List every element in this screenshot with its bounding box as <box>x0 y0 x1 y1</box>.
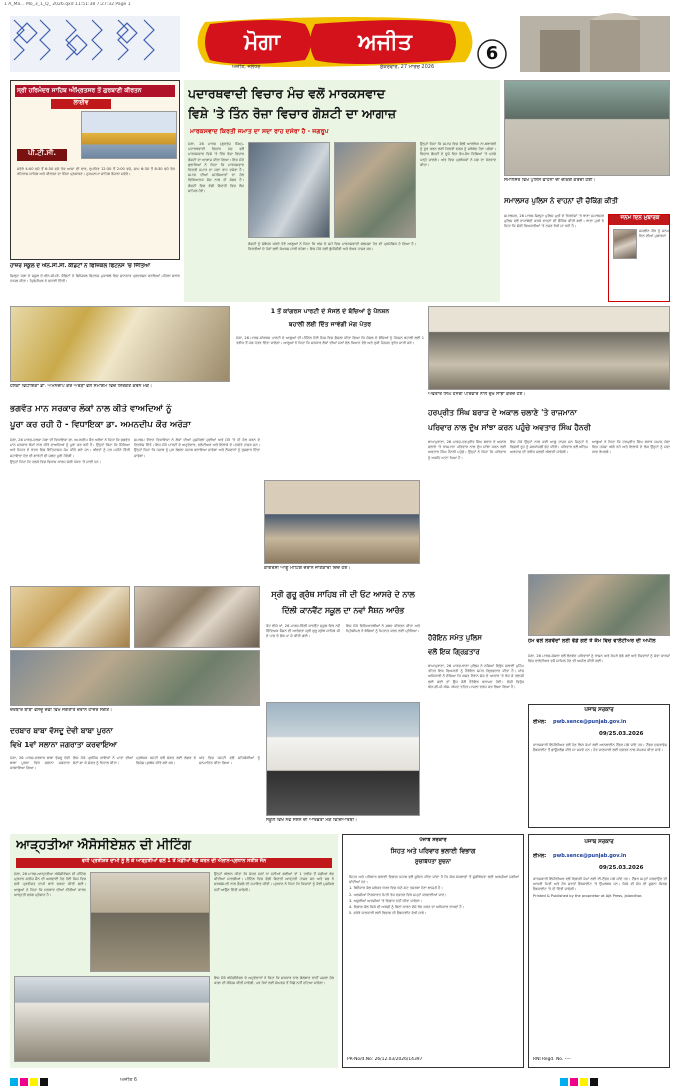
school-photo <box>266 702 420 816</box>
pension-meeting-photo <box>264 480 420 564</box>
home-distribution-photo <box>528 574 670 636</box>
ptc-live-tag: ਲਾਈਵ <box>51 99 111 109</box>
ncc-body: ਜ਼ਿਲ੍ਹਾ ਮੋਗਾ ਦੇ ਸਕੂਲ ਦੇ ਐੱਨ.ਸੀ.ਸੀ. ਕੈਡਿਟਾਂ ਨੇ ਫਿਜ਼ਿਕਲ ਫਿਟਨਸ ਮੁਕਾਬਲੇ ਵਿਚ ਸ਼ਾਨਦਾਰ ਪ੍ਰਦਰਸ਼ਨ ਕਰਦਿਆਂ ਪਹਿਲਾ ਸਥਾਨ ਹਾਸਲ ਕੀਤਾ। ਪ੍ਰਿੰਸੀਪਲ ਨੇ ਵਧਾਈ ਦਿੱਤੀ। <box>10 274 180 284</box>
tender1-title: ਪੰਜਾਬ ਸਰਕਾਰ <box>584 707 614 713</box>
right-meeting-photo <box>428 306 670 390</box>
right2-body-3: ਆਗੂਆਂ ਨੇ ਕਿਹਾ ਕਿ ਹਰਪ੍ਰੀਤ ਸਿੰਘ ਬਰਾੜ ਸਮਾਜ ਸੇਵਾ ਵਿਚ ਹਮੇਸ਼ਾ ਅੱਗੇ ਰਹੇ ਅਤੇ ਇਲਾਕੇ ਦੇ ਲੋਕ ਉਨ੍ਹਾਂ ਨੂੰ ਸਦਾ ਯਾਦ ਰੱਖਣਗੇ। <box>592 440 670 455</box>
mid-body: ਮੋਗਾ, 26 ਮਾਰਚ-ਕਾਂਗਰਸ ਪਾਰਟੀ ਦੇ ਆਗੂਆਂ ਦੀ ਮੀਟਿੰਗ ਹੋਈ ਜਿਸ ਵਿਚ ਫ਼ੈਸਲਾ ਕੀਤਾ ਗਿਆ ਕਿ ਸੋਸਲ ਦੇ ਬੱਚਿਆਂ ਨੂੰ ਪੈਨਸ਼ਨ ਬਹਾਲੀ ਲਈ 1 ਤਰੀਕ ਤੋਂ ਮੰਗ ਪੱਤਰ ਦਿੱਤਾ ਜਾਵੇਗਾ। ਆਗੂਆਂ ਨੇ ਕਿਹਾ ਕਿ ਸਰਕਾਰ ਲੋਕਾਂ ਦੀਆਂ ਮੰਗਾਂ ਵੱਲ ਧਿਆਨ ਦੇਵੇ ਅਤੇ ਰੁਕੀ ਪੈਨਸ਼ਨ ਤੁਰੰਤ ਜਾਰੀ ਕਰੇ। <box>236 336 424 346</box>
bottom-subhead: ਵਧੀ ਪ੍ਰਤੀਸ਼ਤ ਦਾਮੀ ਨੂੰ ਲੈ ਕੇ ਆੜ੍ਹਤੀਆਂ ਵਲੋਂ 1 ਤੋਂ ਮੰਡੀਆਂ ਬੰਦ ਕਰਨ ਦੀ ਐਲਾਨ-ਪ੍ਰਧਾਨ ਸਤੀਸ਼ ਜੈਨ <box>16 858 332 868</box>
right2-body-1: ਬਾਘਾਪੁਰਾਣਾ, 26 ਮਾਰਚ-ਹਰਪ੍ਰੀਤ ਸਿੰਘ ਬਰਾੜ ਦੇ ਅਕਾਲ ਚਲਾਣੇ 'ਤੇ ਰਾਜਮਾਨਾ ਪਰਿਵਾਰ ਨਾਲ ਦੁੱਖ ਸਾਂਝਾ ਕਰਨ ਲਈ ਅਵਤਾਰ ਸਿੰਘ ਹੈਨਰੀ ਪਹੁੰਚੇ। ਉਨ੍ਹਾਂ ਨੇ ਕਿਹਾ ਕਿ ਪਰਿਵਾਰ ਨੂੰ ਅਸਹਿ ਘਾਟਾ ਪਿਆ ਹੈ। <box>428 440 506 460</box>
birthday-title: ਜਨਮ ਦਿਨ ਮੁਬਾਰਕ <box>609 215 670 225</box>
lead-headline-1: ਪਦਾਰਥਵਾਦੀ ਵਿਚਾਰ ਮੰਚ ਵਲੋਂ ਮਾਰਕਸਵਾਦ <box>188 86 386 101</box>
police-check-caption: ਸਮਾਲਸਰ ਵਿਖੇ ਪੁਲਿਸ ਵਾਹਨਾਂ ਦੀ ਚੈਕਿੰਗ ਕਰਦੀ ਹੋਈ। <box>504 178 596 183</box>
color-bars <box>0 1075 677 1088</box>
birthday-text: ਜਸਲੀਨ ਕੌਰ ਨੂੰ ਜਨਮ ਦਿਨ ਦੀਆਂ ਮੁਬਾਰਕਾਂ <box>639 229 669 239</box>
left-event-photo <box>10 306 230 382</box>
ptc-body: ਸਵੇਰੇ 4:00 ਵਜੇ ਤੋਂ 6:30 ਵਜੇ ਤੱਕ ਆਸਾ ਦੀ ਵਾਰ, ਦੁਪਹਿਰ 12:30 ਤੋਂ 2:00 ਵਜੇ, ਸ਼ਾਮ 6:30 ਤੋਂ 8:30 ਵਜੇ ਤੱਕ ਰਹਿਰਾਸ ਸਾਹਿਬ ਅਤੇ ਕੀਰਤਨ ਦਾ ਸਿੱਧਾ ਪ੍ਰਸਾਰਣ। ਹੁਕਮਨਾਮਾ ਸਾਹਿਬ ਰੋਜ਼ਾਨਾ ਸਵੇਰੇ। <box>17 167 175 177</box>
bottom-photo-2 <box>14 976 210 1062</box>
jagrata-caption: ਦਰਬਾਰ ਬਾਬਾ ਵੱਸਦੂ ਦੇਵੀ ਵਿਖੇ ਜਗਰਾਤੇ ਦੌਰਾਨ ਹਾਜ਼ਰ ਸੰਗਤ। <box>10 708 113 713</box>
left-event-caption: ਹਲਕਾ ਵਿਧਾਇਕਾ ਡਾ. ਅਮਨਦੀਪ ਕੌਰ ਅਰੋੜਾ ਵਲੋਂ ਸਮਾਗਮ ਵਿਚ ਸ਼ਿਰਕਤ ਕਰਨ ਮੌਕੇ। <box>10 384 153 389</box>
golden-temple-photo <box>81 111 177 159</box>
police-check-photo <box>504 80 670 176</box>
right-meeting-caption: ਅਵਤਾਰ ਸਿੰਘ ਹੈਨਰੀ ਪਰਿਵਾਰ ਨਾਲ ਦੁੱਖ ਸਾਂਝਾ ਕਰਦੇ ਹੋਏ। <box>428 392 526 397</box>
health-body: ਸਿਹਤ ਅਤੇ ਪਰਿਵਾਰ ਭਲਾਈ ਵਿਭਾਗ ਪੰਜਾਬ ਵਲੋਂ ਸੂਚਿਤ ਕੀਤਾ ਜਾਂਦਾ ਹੈ ਕਿ ਯੋਗ ਸੰਸਥਾਵਾਂ ਤੋਂ ਸੂਚੀਬੱਧਤਾ ਲਈ ਅਰਜ਼ੀਆਂ ਮੰਗੀਆਂ ਜਾਂਦੀਆਂ ਹਨ। 1. ਬਿਨੈਕਾਰ ਕੋਲ ਸਬੰਧਤ ਖੇਤਰ ਵਿਚ ਘੱਟੋ-ਘੱਟ ਤਜਰਬਾ ਹੋਣਾ ਲਾਜ਼ਮੀ ਹੈ। 2. ਅਰਜ਼ੀਆਂ ਨਿਰਧਾਰਤ ਮਿਤੀ ਤੱਕ ਦਫ਼ਤਰ ਵਿਖੇ ਜਮ੍ਹਾਂ ਕਰਵਾਈਆਂ ਜਾਣ। 3. ਅਧੂਰੀਆਂ ਅਰਜ਼ੀਆਂ 'ਤੇ ਵਿਚਾਰ ਨਹੀਂ ਕੀਤਾ ਜਾਵੇਗਾ। 4. ਵਿਭਾਗ ਕੋਲ ਕਿਸੇ ਵੀ ਅਰਜ਼ੀ ਨੂੰ ਬਿਨਾਂ ਕਾਰਨ ਦੱਸੇ ਰੱਦ ਕਰਨ ਦਾ ਅਧਿਕਾਰ ਰਾਖਵਾਂ ਹੈ। 5. ਵਧੇਰੇ ਜਾਣਕਾਰੀ ਲਈ ਵਿਭਾਗ ਦੀ ਵੈਬਸਾਈਟ ਵੇਖੀ ਜਾਵੇ। <box>349 875 519 916</box>
masthead-date: ਸ਼ੁੱਕਰਵਾਰ, 27 ਮਾਰਚ 2026 <box>380 64 435 70</box>
health-footer: PR-No/d.No: 26/12.03/2026/14397 <box>347 1057 423 1062</box>
ptc-title: ਸ੍ਰੀ ਹਰਿਮੰਦਰ ਸਾਹਿਬ ਅੰਮ੍ਰਿਤਸਰ ਤੋਂ ਗੁਰਬਾਣੀ ਕੀਰਤਨ <box>15 85 175 97</box>
lead-col-3: ਉਨ੍ਹਾਂ ਕਿਹਾ ਕਿ ਸਮਾਜ ਵਿਚ ਫੈਲੀ ਆਰਥਿਕ ਨਾ-ਬਰਾਬਰੀ ਨੂੰ ਦੂਰ ਕਰਨ ਲਈ ਕਿਰਤੀ ਵਰਗ ਨੂੰ ਜਥੇਬੰਦ ਹੋਣਾ ਪਵੇਗਾ। ਵਿਚਾਰ ਗੋਸ਼ਟੀ ਦੇ ਦੂਜੇ ਦਿਨ ਵੱਖ-ਵੱਖ ਵਿਸ਼ਿਆਂ 'ਤੇ ਪਰਚੇ ਪੜ੍ਹੇ ਜਾਣਗੇ। ਅੰਤ ਵਿਚ ਪ੍ਰਬੰਧਕਾਂ ਨੇ ਸਭ ਦਾ ਧੰਨਵਾਦ ਕੀਤਾ। <box>420 142 496 167</box>
tender2-body: ਕਾਰਜਕਾਰੀ ਇੰਜੀਨੀਅਰ ਵਲੋਂ ਵਿਭਾਗੀ ਕੰਮਾਂ ਲਈ ਈ-ਟੈਂਡਰ ਮੰਗੇ ਜਾਂਦੇ ਹਨ। ਟੈਂਡਰ ਜਮ੍ਹਾਂ ਕਰਵਾਉਣ ਦੀ ਆਖਰੀ ਮਿਤੀ ਅਤੇ ਹੋਰ ਸ਼ਰਤਾਂ ਵੈਬਸਾਈਟ 'ਤੇ ਉਪਲਬਧ ਹਨ। ਕਿਸੇ ਵੀ ਸੋਧ ਦੀ ਸੂਚਨਾ ਸਿਰਫ਼ ਵੈਬਸਾਈਟ 'ਤੇ ਹੀ ਦਿੱਤੀ ਜਾਵੇਗੀ। Printed & Published by the proprietor at Ajit Press, Jalandhar. <box>533 877 667 898</box>
darbar-headline-1: ਦਰਬਾਰ ਬਾਬਾ ਵੱਸਦੂ ਦੇਵੀ ਬਾਬਾ ਪੂਰਨਾ <box>10 726 113 735</box>
bottom-strip <box>0 1074 677 1088</box>
tender-notice-2 <box>528 834 670 1068</box>
masthead <box>0 12 677 76</box>
jagrata-photo-3 <box>10 650 260 706</box>
bottom-lead <box>10 834 338 1068</box>
lead-headline-2: ਵਿਸ਼ੇ 'ਤੇ ਤਿੰਨ ਰੋਜ਼ਾ ਵਿਚਾਰ ਗੋਸ਼ਟੀ ਦਾ ਆਗਾਜ਼ <box>188 106 397 121</box>
bottom-strip-text: ਅਜੀਤ 6 <box>120 1077 138 1083</box>
tender-notice-1 <box>528 704 670 828</box>
health-sub: ਸੂਚੀਬੱਧਤਾ ਸੂਚਨਾ <box>415 859 451 865</box>
health-top: ਪੰਜਾਬ ਸਰਕਾਰ <box>419 837 447 843</box>
bottom-body-3: ਇਸ ਮੌਕੇ ਐਸੋਸੀਏਸ਼ਨ ਦੇ ਅਹੁਦੇਦਾਰਾਂ ਨੇ ਕਿਹਾ ਕਿ ਸਰਕਾਰ ਨਾਲ ਗੱਲਬਾਤ ਰਾਹੀਂ ਮਸਲਾ ਹੱਲ ਕਰਨ ਦੀ ਕੋਸ਼ਿਸ਼ ਕੀਤੀ ਜਾਵੇਗੀ, ਪਰ ਹੱਕਾਂ ਲਈ ਸੰਘਰਸ਼ ਤੋਂ ਪਿੱਛੇ ਨਹੀਂ ਹਟਿਆ ਜਾਵੇਗਾ। <box>214 976 334 986</box>
left2-headline-1: ਭਗਵੰਤ ਮਾਨ ਸਰਕਾਰ ਲੋਕਾਂ ਨਾਲ ਕੀਤੇ ਵਾਅਦਿਆਂ ਨੂੰ <box>10 404 172 414</box>
darbar-headline-2: ਵਿਖੇ 1ਵਾਂ ਸਲਾਨਾ ਜਗਰਾਤਾ ਕਰਵਾਇਆ <box>10 740 117 749</box>
bottom-body-2: ਉਨ੍ਹਾਂ ਐਲਾਨ ਕੀਤਾ ਕਿ ਜੇਕਰ ਮੰਗਾਂ ਨਾ ਮੰਨੀਆਂ ਗਈਆਂ ਤਾਂ 1 ਤਰੀਕ ਤੋਂ ਮੰਡੀਆਂ ਬੰਦ ਕੀਤੀਆਂ ਜਾਣਗੀਆਂ। ਮੀਟਿੰਗ ਵਿਚ ਵੱਡੀ ਗਿਣਤੀ ਆੜ੍ਹਤੀ ਹਾਜ਼ਰ ਸਨ ਅਤੇ ਸਭ ਨੇ ਸਰਬਸੰਮਤੀ ਨਾਲ ਫ਼ੈਸਲੇ ਦੀ ਹਮਾਇਤ ਕੀਤੀ। ਪ੍ਰਧਾਨ ਨੇ ਕਿਹਾ ਕਿ ਕਿਸਾਨਾਂ ਨੂੰ ਕੋਈ ਮੁਸ਼ਕਿਲ ਨਹੀਂ ਆਉਣ ਦਿੱਤੀ ਜਾਵੇਗੀ। <box>214 872 334 892</box>
bottom-photo-1 <box>90 872 210 972</box>
mid-headline-2: ਬਹਾਲੀ ਲਈ ਦਿੱਤ ਜਾਵੇਗੀ ਮੰਗ ਪੱਤਰ <box>288 321 372 328</box>
school-headline-1: ਸ੍ਰੀ ਗੁਰੂ ਗ੍ਰੰਥ ਸਾਹਿਬ ਜੀ ਦੀ ਓਟ ਆਸਰੇ ਦੇ ਨਾਲ <box>271 590 415 599</box>
left2-body-1: ਮੋਗਾ, 26 ਮਾਰਚ-ਹਲਕਾ ਮੋਗਾ ਦੀ ਵਿਧਾਇਕਾ ਡਾ. ਅਮਨਦੀਪ ਕੌਰ ਅਰੋੜਾ ਨੇ ਕਿਹਾ ਕਿ ਭਗਵੰਤ ਮਾਨ ਸਰਕਾਰ ਲੋਕਾਂ ਨਾਲ ਕੀਤੇ ਵਾਅਦਿਆਂ ਨੂੰ ਪੂਰਾ ਕਰ ਰਹੀ ਹੈ। ਉਨ੍ਹਾਂ ਕਿਹਾ ਕਿ ਸਿੱਖਿਆ ਅਤੇ ਸਿਹਤ ਦੇ ਖੇਤਰ ਵਿਚ ਇਤਿਹਾਸਕ ਕੰਮ ਕੀਤੇ ਗਏ ਹਨ। ਔਰਤਾਂ ਨੂੰ ਹਰ ਮਹੀਨੇ ਵਿੱਤੀ ਸਹਾਇਤਾ ਦੇਣ ਦੀ ਗਾਰੰਟੀ ਵੀ ਜਲਦ ਪੂਰੀ ਹੋਵੇਗੀ। ਉਨ੍ਹਾਂ ਕਿਹਾ ਕਿ ਹਲਕੇ ਵਿਚ ਵਿਕਾਸ ਕਾਰਜ ਜੰਗੀ ਪੱਧਰ 'ਤੇ ਜਾਰੀ ਹਨ। <box>10 438 130 464</box>
ptc-channel: ਪੀ.ਟੀ.ਸੀ. <box>17 149 67 161</box>
tender2-title: ਪੰਜਾਬ ਸਰਕਾਰ <box>584 839 614 845</box>
police-headline-1: ਹੈਰੋਇਨ ਸਮੇਤ ਪੁਲਿਸ <box>428 634 482 642</box>
health-title: ਸਿਹਤ ਅਤੇ ਪਰਿਵਾਰ ਭਲਾਈ ਵਿਭਾਗ <box>390 847 476 855</box>
right2-body-2: ਇਸ ਮੌਕੇ ਉਨ੍ਹਾਂ ਨਾਲ ਕਈ ਆਗੂ ਹਾਜ਼ਰ ਸਨ ਜਿਨ੍ਹਾਂ ਨੇ ਵਿਛੜੀ ਰੂਹ ਨੂੰ ਸ਼ਰਧਾਂਜਲੀ ਭੇਟ ਕੀਤੀ। ਪਰਿਵਾਰ ਵਲੋਂ ਅੰਤਿਮ ਅਰਦਾਸ ਦੀ ਤਰੀਕ ਜਲਦੀ ਐਲਾਨੀ ਜਾਵੇਗੀ। <box>510 440 588 455</box>
home-distribution-body: ਮੋਗਾ, 26 ਮਾਰਚ-ਸੰਸਥਾ ਵਲੋਂ ਲੋੜਵੰਦ ਪਰਿਵਾਰਾਂ ਨੂੰ ਰਾਸ਼ਨ ਅਤੇ ਕੱਪੜੇ ਵੰਡੇ ਗਏ ਅਤੇ ਨੌਜਵਾਨਾਂ ਨੂੰ ਸੇਵਾ ਕਾਰਜਾਂ ਵਿਚ ਵਾਲੰਟੀਅਰ ਵਜੋਂ ਸ਼ਾਮਿਲ ਹੋਣ ਦੀ ਅਪੀਲ ਕੀਤੀ ਗਈ। <box>528 654 670 664</box>
tender2-footer: RNI Regd. No. ---- <box>533 1057 571 1062</box>
lead-photo-1 <box>248 142 330 238</box>
masthead-paper: ਅਜੀਤ <box>358 30 412 55</box>
lead-col-1: ਮੋਗਾ, 26 ਮਾਰਚ (ਗੁਰਤੇਜ ਸਿੰਘ)-ਪਦਾਰਥਵਾਦੀ ਵਿਚਾਰ ਮੰਚ ਵਲੋਂ ਮਾਰਕਸਵਾਦ ਵਿਸ਼ੇ 'ਤੇ ਤਿੰਨ ਰੋਜ਼ਾ ਵਿਚਾਰ ਗੋਸ਼ਟੀ ਦਾ ਆਗਾਜ਼ ਕੀਤਾ ਗਿਆ। ਇਸ ਮੌਕੇ ਬੁਲਾਰਿਆਂ ਨੇ ਕਿਹਾ ਕਿ ਮਾਰਕਸਵਾਦ ਕਿਰਤੀ ਜਮਾਤ ਦਾ ਸਦਾ ਰਾਹ ਦਸੇਰਾ ਹੈ। ਸਮਾਜ ਦੀਆਂ ਸਮੱਸਿਆਵਾਂ ਦਾ ਹੱਲ ਵਿਗਿਆਨਕ ਸੋਚ ਨਾਲ ਹੀ ਸੰਭਵ ਹੈ। ਗੋਸ਼ਟੀ ਵਿਚ ਵੱਡੀ ਗਿਣਤੀ ਵਿਚ ਲੋਕ ਸ਼ਾਮਿਲ ਹੋਏ। <box>188 142 244 193</box>
tender2-date: 09/25.03.2026 <box>599 865 644 871</box>
tender1-email: pwb.sence@punjab.gov.in <box>553 719 627 725</box>
health-dept-notice <box>342 834 524 1068</box>
page-number: 6 <box>485 43 499 64</box>
bottom-body-1: ਮੋਗਾ, 26 ਮਾਰਚ-ਆੜ੍ਹਤੀਆ ਐਸੋਸੀਏਸ਼ਨ ਦੀ ਮੀਟਿੰਗ ਪ੍ਰਧਾਨ ਸਤੀਸ਼ ਜੈਨ ਦੀ ਅਗਵਾਈ ਹੇਠ ਹੋਈ ਜਿਸ ਵਿਚ ਵਧੀ ਪ੍ਰਤੀਸ਼ਤ ਦਾਮੀ ਬਾਰੇ ਚਰਚਾ ਕੀਤੀ ਗਈ। ਆਗੂਆਂ ਨੇ ਕਿਹਾ ਕਿ ਸਰਕਾਰ ਦੀਆਂ ਨੀਤੀਆਂ ਕਾਰਨ ਆੜ੍ਹਤੀ ਵਰਗ ਪ੍ਰੇਸ਼ਾਨ ਹੈ। <box>14 872 86 897</box>
mid-headline-1: 1 ਤੋਂ ਕਾਂਗਰਸ ਪਾਰਟੀ ਦੇ ਸੋਸਲ ਦੇ ਬੱਚਿਆਂ ਨੂੰ ਪੈਨਸ਼ਨ <box>270 308 390 315</box>
school-body-1: ਕੋਟ ਈਸੇ ਖਾਂ, 26 ਮਾਰਚ-ਦਿੱਲੀ ਕਾਨਵੈਂਟ ਸਕੂਲ ਵਿਖੇ ਨਵੇਂ ਵਿੱਦਿਅਕ ਸੈਸ਼ਨ ਦੀ ਆਰੰਭਤਾ ਸ੍ਰੀ ਗੁਰੂ ਗ੍ਰੰਥ ਸਾਹਿਬ ਜੀ ਦੇ ਪਾਠ ਦੇ ਭੋਗ ਪਾ ਕੇ ਕੀਤੀ ਗਈ। <box>266 624 340 639</box>
left2-headline-2: ਪੂਰਾ ਕਰ ਰਹੀ ਹੈ - ਵਿਧਾਇਕਾ ਡਾ. ਅਮਨਦੀਪ ਕੌਰ ਅਰੋੜਾ <box>10 420 191 430</box>
right2-headline-1: ਹਰਪ੍ਰੀਤ ਸਿੰਘ ਬਰਾੜ ਦੇ ਅਕਾਲ ਚਲਾਣੇ 'ਤੇ ਰਾਜਮਾਨਾ <box>428 408 577 417</box>
right2-headline-2: ਪਰਿਵਾਰ ਨਾਲ ਦੁੱਖ ਸਾਂਝਾ ਕਰਨ ਪਹੁੰਚੇ ਅਵਤਾਰ ਸਿੰਘ ਹੈਨਰੀ <box>428 423 591 432</box>
darbar-body-3: ਪ੍ਰਬੰਧਕ ਕਮੇਟੀ ਵਲੋਂ ਸੰਗਤ ਲਈ ਲੰਗਰ ਦੇ ਵਿਸ਼ੇਸ਼ ਪ੍ਰਬੰਧ ਕੀਤੇ ਗਏ ਸਨ। <box>136 756 196 766</box>
lead-col-2: ਗੋਸ਼ਟੀ ਨੂੰ ਸੰਬੋਧਨ ਕਰਦੇ ਹੋਏ ਆਗੂਆਂ ਨੇ ਕਿਹਾ ਕਿ ਅੱਜ ਦੇ ਸਮੇਂ ਵਿਚ ਮਾਰਕਸਵਾਦੀ ਫਲਸਫ਼ਾ ਹੋਰ ਵੀ ਪ੍ਰਸੰਗਿਕ ਹੋ ਗਿਆ ਹੈ। ਕਿਰਤੀਆਂ ਦੇ ਹੱਕਾਂ ਲਈ ਸੰਘਰਸ਼ ਜਾਰੀ ਰਹੇਗਾ। ਇਸ ਮੌਕੇ ਕਈ ਬੁੱਧੀਜੀਵੀ ਅਤੇ ਲੇਖਕ ਹਾਜ਼ਰ ਸਨ। <box>248 242 416 252</box>
masthead-city: ਮੋਗਾ <box>243 30 281 55</box>
tender1-date: 09/25.03.2026 <box>599 731 644 737</box>
masthead-subline-left: ਅਜੀਤ, ਜਲੰਧਰ <box>232 64 261 70</box>
ncc-headline: ਹਾਜ਼ਰ ਸਕੂਲ ਦੇ ਐੱਨ.ਸੀ.ਸੀ. ਕੈਡਿਟਾਂ ਨੇ ਫਿਜ਼ਿਕਲ ਫਿਟਨਸ 'ਚ ਜਿੱਤਿਆ <box>10 263 150 269</box>
darbar-body-1: ਮੋਗਾ, 26 ਮਾਰਚ-ਦਰਬਾਰ ਬਾਬਾ ਵੱਸਦੂ ਦੇਵੀ ਬਾਬਾ ਪੂਰਨਾ ਵਿਖੇ ਸਲਾਨਾ ਜਗਰਾਤਾ ਕਰਵਾਇਆ ਗਿਆ। <box>10 756 70 771</box>
tender1-body: ਕਾਰਜਕਾਰੀ ਇੰਜੀਨੀਅਰ ਵਲੋਂ ਹੇਠ ਲਿਖੇ ਕੰਮਾਂ ਲਈ ਆਨਲਾਈਨ ਟੈਂਡਰ ਮੰਗੇ ਜਾਂਦੇ ਹਨ। ਟੈਂਡਰ ਦਸਤਾਵੇਜ਼ ਵੈਬਸਾਈਟ ਤੋਂ ਡਾਊਨਲੋਡ ਕੀਤੇ ਜਾ ਸਕਦੇ ਹਨ। ਹੋਰ ਜਾਣਕਾਰੀ ਲਈ ਦਫ਼ਤਰ ਨਾਲ ਸੰਪਰਕ ਕੀਤਾ ਜਾਵੇ। <box>533 743 667 753</box>
lead-subhead: ਮਾਰਕਸਵਾਦ ਕਿਰਤੀ ਜਮਾਤ ਦਾ ਸਦਾ ਰਾਹ ਦਸੇਰਾ ਹੈ - ਜਗਰੂਪ <box>190 128 329 135</box>
left2-body-2: ਸਮਾਗਮ ਦੌਰਾਨ ਵਿਧਾਇਕਾ ਨੇ ਲੋਕਾਂ ਦੀਆਂ ਮੁਸ਼ਕਿਲਾਂ ਸੁਣੀਆਂ ਅਤੇ ਮੌਕੇ 'ਤੇ ਹੀ ਹੱਲ ਕਰਨ ਦੇ ਨਿਰਦੇਸ਼ ਦਿੱਤੇ। ਇਸ ਮੌਕੇ ਪਾਰਟੀ ਦੇ ਅਹੁਦੇਦਾਰ, ਵਲੰਟੀਅਰ ਅਤੇ ਇਲਾਕੇ ਦੇ ਪਤਵੰਤੇ ਹਾਜ਼ਰ ਸਨ। ਉਨ੍ਹਾਂ ਕਿਹਾ ਕਿ ਪੰਜਾਬ ਨੂੰ ਮੁੜ ਰੰਗਲਾ ਪੰਜਾਬ ਬਣਾਇਆ ਜਾਵੇਗਾ ਅਤੇ ਨੌਜਵਾਨਾਂ ਨੂੰ ਰੁਜ਼ਗਾਰ ਦਿੱਤਾ ਜਾਵੇਗਾ। <box>134 438 260 458</box>
ptc-advert <box>10 80 180 260</box>
jagrata-photo-2 <box>134 586 260 648</box>
police-check-body: ਸਮਾਲਸਰ, 26 ਮਾਰਚ-ਜ਼ਿਲ੍ਹਾ ਪੁਲਿਸ ਮੁਖੀ ਦੇ ਨਿਰਦੇਸ਼ਾਂ 'ਤੇ ਥਾਣਾ ਸਮਾਲਸਰ ਪੁਲਿਸ ਵਲੋਂ ਨਾਕਾਬੰਦੀ ਕਰਕੇ ਵਾਹਨਾਂ ਦੀ ਚੈਕਿੰਗ ਕੀਤੀ ਗਈ। ਥਾਣਾ ਮੁਖੀ ਨੇ ਕਿਹਾ ਕਿ ਸ਼ੱਕੀ ਵਿਅਕਤੀਆਂ 'ਤੇ ਨਜ਼ਰ ਰੱਖੀ ਜਾ ਰਹੀ ਹੈ। <box>504 214 604 229</box>
print-slug: 1 A_Ma... Mo_3_1_Q_ 2026.qxd 11:51:38 7:27:32 Page 1 <box>4 2 131 7</box>
police-check-headline: ਸਮਾਲਸਰ ਪੁਲਿਸ ਨੇ ਵਾਹਨਾਂ ਦੀ ਚੈਕਿੰਗ ਕੀਤੀ <box>504 197 619 205</box>
lead-photo-2 <box>334 142 416 238</box>
tender1-email-label: ਈਮੇਲ: <box>533 719 547 725</box>
home-distribution-headline: ਹੋਮ ਵਲੋਂ ਲੋੜਵੰਦਾਂ ਲਈ ਵੰਡੇ ਗਏ ਤੇ ਕੰਮ ਵਿਚ ਵਾਲੰਟੀਅਰ ਦੀ ਅਪੀਲ <box>528 638 656 644</box>
darbar-body-2: ਇਸ ਮੌਕੇ ਪ੍ਰਸਿੱਧ ਗਾਇਕਾਂ ਨੇ ਮਾਤਾ ਦੀਆਂ ਭੇਟਾਂ ਗਾ ਕੇ ਸੰਗਤ ਨੂੰ ਨਿਹਾਲ ਕੀਤਾ। <box>73 756 133 766</box>
lead-story <box>184 80 500 302</box>
jagrata-photo-1 <box>10 586 130 648</box>
school-headline-2: ਦਿੱਲੀ ਕਾਨਵੈਂਟ ਸਕੂਲ ਦਾ ਨਵਾਂ ਸੈਸ਼ਨ ਆਰੰਭ <box>281 606 405 615</box>
birthday-box <box>608 214 670 302</box>
tender2-email: pwb.sence@punjab.gov.in <box>553 853 627 859</box>
police-body: ਬਾਘਾਪੁਰਾਣਾ, 26 ਮਾਰਚ-ਥਾਣਾ ਪੁਲਿਸ ਨੇ ਨਸ਼ਿਆਂ ਵਿਰੁੱਧ ਚਲਾਈ ਮੁਹਿੰਮ ਤਹਿਤ ਇਕ ਵਿਅਕਤੀ ਨੂੰ ਹੈਰੋਇਨ ਸਮੇਤ ਗ੍ਰਿਫ਼ਤਾਰ ਕੀਤਾ ਹੈ। ਜਾਂਚ ਅਧਿਕਾਰੀ ਨੇ ਦੱਸਿਆ ਕਿ ਗਸ਼ਤ ਦੌਰਾਨ ਸ਼ੱਕ ਦੇ ਆਧਾਰ 'ਤੇ ਰੋਕ ਕੇ ਤਲਾਸ਼ੀ ਲਈ ਗਈ ਤਾਂ ਉਸ ਕੋਲੋਂ ਹੈਰੋਇਨ ਬਰਾਮਦ ਹੋਈ। ਦੋਸ਼ੀ ਵਿਰੁੱਧ ਐਨ.ਡੀ.ਪੀ.ਐਸ. ਐਕਟ ਤਹਿਤ ਮਾਮਲਾ ਦਰਜ ਕਰ ਲਿਆ ਗਿਆ ਹੈ। <box>428 664 524 689</box>
police-headline-2: ਵਲੋਂ ਇਕ ਗ੍ਰਿਫ਼ਤਾਰ <box>428 648 480 656</box>
darbar-body-4: ਅੰਤ ਵਿਚ ਕਮੇਟੀ ਵਲੋਂ ਸਹਿਯੋਗੀਆਂ ਨੂੰ ਸਨਮਾਨਿਤ ਕੀਤਾ ਗਿਆ। <box>199 756 260 766</box>
tender2-email-label: ਈਮੇਲ: <box>533 853 547 859</box>
bottom-headline: ਆੜ੍ਹਤੀਆ ਐਸੋਸੀਏਸ਼ਨ ਦੀ ਮੀਟਿੰਗ <box>16 838 191 853</box>
birthday-photo <box>613 229 637 259</box>
school-body-2: ਇਸ ਮੌਕੇ ਵਿਦਿਆਰਥੀਆਂ ਨੇ ਸ਼ਬਦ ਕੀਰਤਨ ਕੀਤਾ ਅਤੇ ਪ੍ਰਿੰਸੀਪਲ ਨੇ ਬੱਚਿਆਂ ਨੂੰ ਮਿਹਨਤ ਕਰਨ ਲਈ ਪ੍ਰੇਰਿਆ। <box>346 624 420 634</box>
school-caption: ਸਕੂਲ ਵਿਖੇ ਨਵੇਂ ਸੈਸ਼ਨ ਦੀ ਆਰੰਭਤਾ ਮੌਕੇ ਵਿਦਿਆਰਥੀ। <box>266 818 358 823</box>
pension-meeting-caption: ਕਾਂਗਰਸੀ ਆਗੂ ਮੀਟਿੰਗ ਦੌਰਾਨ ਜਾਣਕਾਰੀ ਦਿੰਦੇ ਹੋਏ। <box>264 566 351 571</box>
